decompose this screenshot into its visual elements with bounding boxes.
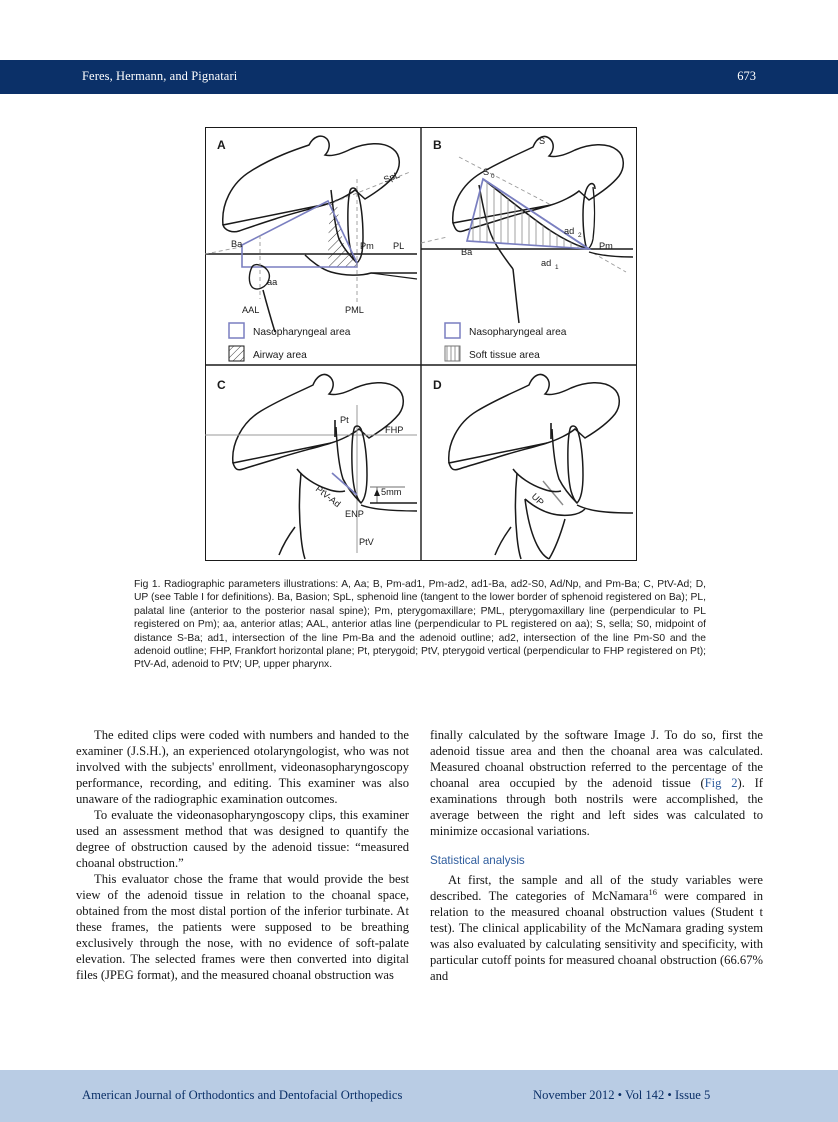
figure-2-crossref[interactable]: Fig 2 (704, 776, 738, 790)
page-header-bar (0, 60, 838, 94)
footer-journal-title: American Journal of Orthodontics and Dentofacial Orthopedics (82, 1088, 403, 1102)
panel-c-letter: C (217, 378, 226, 392)
reference-superscript-16[interactable]: 16 (648, 887, 657, 897)
section-heading-statistical-analysis: Statistical analysis (430, 854, 525, 867)
paragraph-edited-clips: The edited clips were coded with numbers and handed to the examiner (J.S.H.), an experienced otolaryngologist, who was not involved with the subjects' enrollment, videonasopharyngoscopy performance, recording, and editing. This examiner was also unaware of the radiographic examination outcomes. (76, 728, 409, 806)
figure-1-illustrations (205, 127, 637, 561)
figure-label-5mm: 5mm (381, 487, 402, 497)
paragraph-image-j-part-b: ). If examinations through both nostrils were accomplished, the average between the right and left sides was calculated to minimize occasional variations. (430, 776, 763, 838)
figure-label-aa: aa (267, 277, 278, 287)
figure-label-ptv: PtV (359, 537, 374, 547)
figure-caption-text: Radiographic parameters illustrations: A, Aa; B, Pm-ad1, Pm-ad2, ad1-Ba, ad2-S0, Ad/Np, and Pm-Ba; C, PtV-Ad; D, UP (see Table I for definitions). Ba, Basion; SpL, sphenoid line (tangent to the lower border of sphenoid registered on Ba); PL, palatal line (anterior to the posterior nasal spine); Pm, pterygomaxillare; PML, pterygomaxillary line (perpendicular to PL registered on Pm); aa, anterior atlas; AAL, anterior atlas line (perpendicular to PL registered on aa); S, sella; S0, midpoint of distance S-Ba; ad1, intersection of the line Pm-Ba and the adenoid outline; ad2, intersection of the line Pm-S0 and the adenoid outline; FHP, Frankfort horizontal plane; Pt, pterygoid; PtV, pterygoid vertical (perpendicular to FHP registered on Pt); PtV-Ad, adenoid to PtV; UP, upper pharynx. (134, 579, 707, 671)
paragraph-statistics-part-a: At first, the sample and all of the study variables were described. The categories of McNamara (430, 873, 763, 903)
header-authors: Feres, Hermann, and Pignatari (82, 69, 238, 83)
figure-label-s0-sub: 0 (491, 173, 495, 180)
panel-c (205, 374, 417, 559)
figure-label-ba-a: Ba (231, 239, 243, 249)
figure-label-pt: Pt (340, 415, 349, 425)
panel-a-legend-label-2: Airway area (253, 350, 307, 361)
soft-tissue-area-swatch (445, 346, 460, 361)
figure-label-up: UP (529, 491, 546, 508)
page-footer-bar (0, 1070, 838, 1122)
panel-d-letter: D (433, 378, 442, 392)
paragraph-image-j (430, 727, 763, 839)
airway-area-swatch (229, 346, 244, 361)
paragraph-statistics-part-b: were compared in relation to the measured choanal obstruction values (Student t test). The clinical applicability of the McNamara grading system was also evaluated by calculating sensitivity and specificity, with particular cutoff points for measured choanal obstruction (66.67% and (430, 889, 763, 983)
paragraph-image-j-part-a: finally calculated by the software Image J. To do so, first the adenoid tissue area and then the choanal area was calculated. Measured choanal obstruction referred to the percentage of the choanal area occupied by the adenoid tissue ( (430, 728, 763, 790)
panel-a-legend-label-1: Nasopharyngeal area (253, 327, 351, 338)
figure-label-ad2-sub: 2 (578, 232, 582, 239)
figure-label-pm-b: Pm (599, 241, 613, 251)
figure-label-ad1: ad (541, 258, 552, 268)
figure-label-pl: PL (393, 241, 405, 251)
paragraph-evaluator-frame: This evaluator chose the frame that would provide the best view of the adenoid tissue in relation to the choanal space, obtained from the most distal portion of the inferior turbinate. At these frames, the patients were supposed to be breathing exclusively through the nose, with no evidence of soft-palate elevation. The selected frames were then converted into digital files (JPEG format), and the measured choanal obstruction was (76, 872, 409, 982)
paragraph-evaluate-clips: To evaluate the videonasopharyngoscopy clips, this examiner used an assessment method that was designed to quantify the degree of obstruction caused by the adenoid tissue: “measured choanal obstruction.” (76, 808, 409, 870)
figure-caption (134, 578, 706, 672)
nasopharyngeal-area-swatch (229, 323, 244, 338)
panel-a (205, 136, 417, 361)
figure-label-ad2: ad (564, 226, 575, 236)
figure-label-ad1-sub: 1 (555, 264, 559, 271)
panel-b-legend (445, 323, 567, 361)
panel-a-letter: A (217, 138, 226, 152)
figure-label-ba-b: Ba (461, 247, 473, 257)
figure-label-s0: S (483, 167, 490, 177)
header-page-number: 673 (737, 69, 756, 83)
figure-label-aal: AAL (242, 305, 260, 315)
paragraph-statistics (430, 872, 763, 984)
panel-d (433, 374, 633, 559)
panel-b-legend-label-2: Soft tissue area (469, 350, 540, 361)
body-left-column (76, 727, 409, 983)
footer-issue-info: November 2012 • Vol 142 • Issue 5 (533, 1088, 711, 1102)
figure-label-fhp: FHP (385, 425, 404, 435)
figure-label-pml: PML (345, 305, 364, 315)
nasopharyngeal-area-swatch (445, 323, 460, 338)
panel-b-letter: B (433, 138, 442, 152)
panel-b-legend-label-1: Nasopharyngeal area (469, 327, 567, 338)
panel-b (421, 136, 633, 361)
figure-label-enp: ENP (345, 509, 364, 519)
figure-label-ptv-ad: PtV-Ad (313, 483, 343, 510)
figure-caption-lead: Fig 1. (134, 579, 161, 590)
body-right-column (430, 727, 763, 984)
figure-label-s: S (539, 136, 546, 146)
figure-label-spl: SpL (382, 169, 401, 185)
figure-1 (205, 127, 637, 561)
panel-a-legend (229, 323, 351, 361)
figure-label-pm-a: Pm (360, 241, 374, 251)
